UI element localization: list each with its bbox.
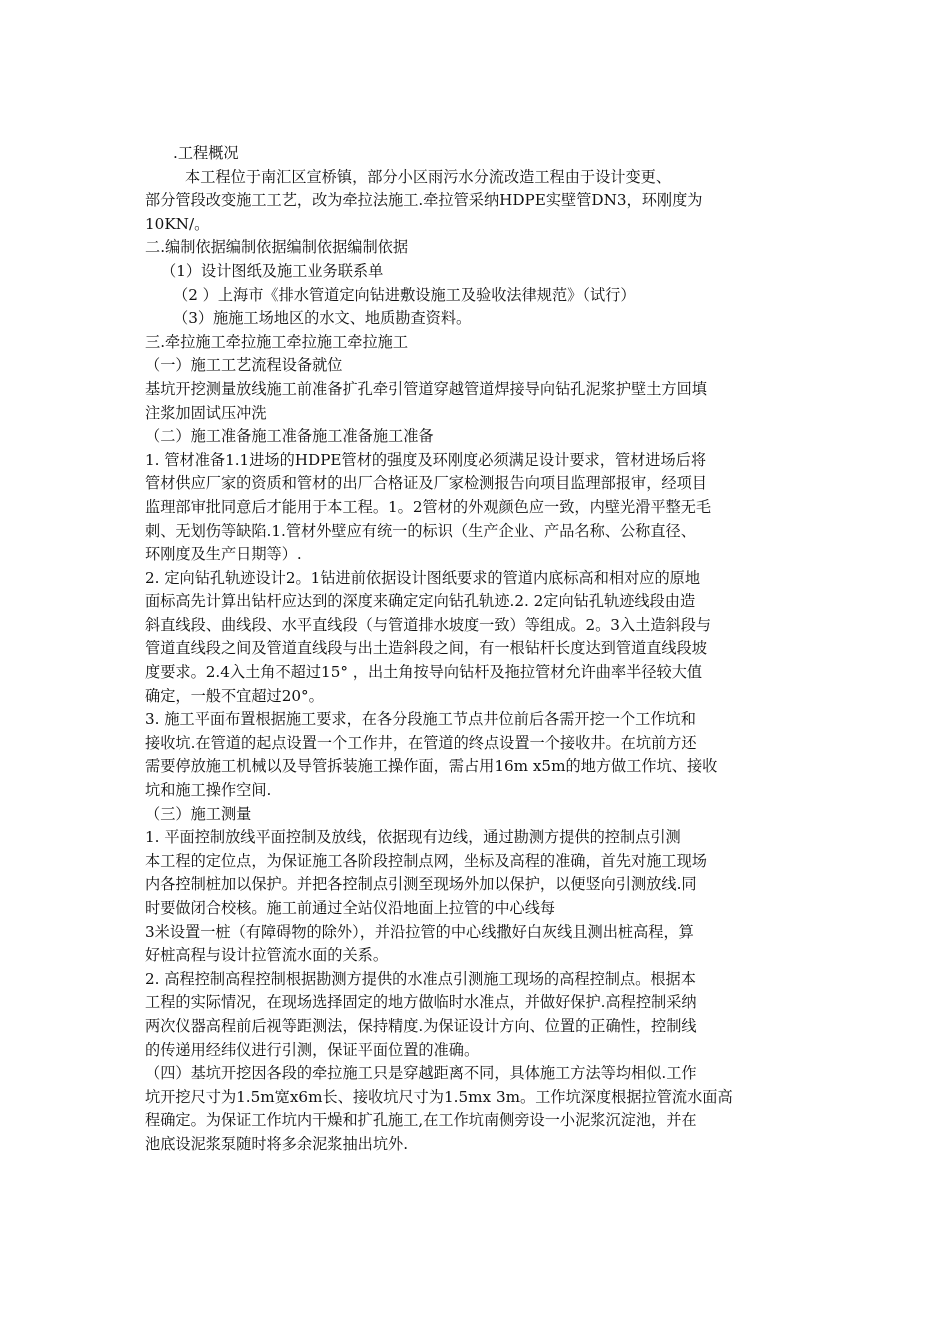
subsection-heading: （四）基坑开挖因各段的牵拉施工只是穿越距离不同，具体施工方法等均相似.工作 [145, 1064, 697, 1083]
paragraph-line: 部分管段改变施工工艺，改为牵拉法施工.牵拉管采纳HDPE实壁管DN3，环刚度为 [145, 191, 703, 210]
paragraph-line: 程确定。为保证工作坑内干燥和扩孔施工,在工作坑南侧旁设一小泥浆沉淀池，并在 [145, 1111, 697, 1130]
paragraph-line: 3米设置一桩（有障碍物的除外），并沿拉管的中心线撒好白灰线且测出桩高程，算 [145, 922, 694, 941]
paragraph-line: 确定，一般不宜超过20°。 [145, 686, 324, 705]
paragraph-line: 注浆加固试压冲洗 [145, 403, 267, 422]
paragraph-line: 好桩高程与设计拉管流水面的关系。 [145, 946, 388, 965]
paragraph-line: 工程的实际情况，在现场选择固定的地方做临时水准点，并做好保护.高程控制采纳 [145, 993, 697, 1012]
paragraph-line: 2. 定向钻孔轨迹设计2。1钻进前依据设计图纸要求的管道内底标高和相对应的原地 [145, 568, 701, 587]
paragraph-line: 1. 管材准备1.1进场的HDPE管材的强度及环刚度必须满足设计要求，管材进场后将 [145, 450, 707, 469]
paragraph-line: 本工程位于南汇区宣桥镇，部分小区雨污水分流改造工程由于设计变更、 [185, 167, 671, 186]
paragraph-line: 1. 平面控制放线平面控制及放线，依据现有边线，通过勘测方提供的控制点引测 [145, 828, 681, 847]
paragraph-line: 3. 施工平面布置根据施工要求，在各分段施工节点井位前后各需开挖一个工作坑和 [145, 710, 696, 729]
section-heading: 二.编制依据编制依据编制依据编制依据 [145, 238, 409, 257]
paragraph-line: 两次仪器高程前后视等距测法，保持精度.为保证设计方向、位置的正确性，控制线 [145, 1016, 697, 1035]
document-body [145, 142, 823, 1157]
paragraph-line: 10KN/。 [145, 214, 210, 233]
subsection-heading: （二）施工准备施工准备施工准备施工准备 [145, 427, 434, 446]
paragraph-line: 时要做闭合校核。施工前通过全站仪沿地面上拉管的中心线每 [145, 899, 556, 917]
list-item: （2 ）上海市《排水管道定向钻进敷设施工及验收法律规范》（试行） [173, 285, 636, 304]
list-item: （3）施施工场地区的水文、地质勘查资料。 [173, 309, 472, 328]
paragraph-line: 需要停放施工机械以及导管拆装施工操作面，需占用16m x5m的地方做工作坑、接收 [145, 757, 718, 776]
paragraph-line: 面标高先计算出钻杆应达到的深度来确定定向钻孔轨迹.2. 2定向钻孔轨迹线段由造 [145, 592, 696, 611]
paragraph-line: 刺、无划伤等缺陷.1.管材外壁应有统一的标识（生产企业、产品名称、公称直径、 [145, 521, 696, 540]
paragraph-line: 坑开挖尺寸为1.5m宽x6m长、接收坑尺寸为1.5mx 3m。工作坑深度根据拉管流水面高 [145, 1087, 733, 1106]
paragraph-line: 监理部审批同意后才能用于本工程。1。2管材的外观颜色应一致，内壁光滑平整无毛 [145, 497, 712, 516]
subsection-heading: （三）施工测量 [145, 804, 252, 823]
paragraph-line: 池底设泥浆泵随时将多余泥浆抽出坑外. [145, 1134, 409, 1153]
paragraph-line: 接收坑.在管道的起点设置一个工作井，在管道的终点设置一个接收井。在坑前方还 [145, 733, 697, 752]
paragraph-line: 内各控制桩加以保护。并把各控制点引测至现场外加以保护，以便竖向引测放线.同 [145, 875, 697, 894]
paragraph-line: 2. 高程控制高程控制根据勘测方提供的水准点引测施工现场的高程控制点。根据本 [145, 969, 696, 988]
paragraph-line: 本工程的定位点，为保证施工各阶段控制点网，坐标及高程的准确，首先对施工现场 [145, 851, 707, 870]
paragraph-line: 坑和施工操作空间. [145, 781, 272, 800]
section-heading: .工程概况 [173, 144, 239, 162]
paragraph-line: 管道直线段之间及管道直线段与出土造斜段之间，有一根钻杆长度达到管道直线段坡 [145, 639, 707, 658]
list-item: （1）设计图纸及施工业务联系单 [161, 261, 384, 280]
paragraph-line: 基坑开挖测量放线施工前准备扩孔牵引管道穿越管道焊接导向钻孔泥浆护壁土方回填 [145, 379, 707, 398]
paragraph-line: 环刚度及生产日期等）. [145, 545, 302, 564]
section-heading: 三.牵拉施工牵拉施工牵拉施工牵拉施工 [145, 332, 409, 351]
paragraph-line: 管材供应厂家的资质和管材的出厂合格证及厂家检测报告向项目监理部报审，经项目 [145, 474, 707, 493]
paragraph-line: 的传递用经纬仪进行引测，保证平面位置的准确。 [145, 1040, 480, 1059]
paragraph-line: 斜直线段、曲线段、水平直线段（与管道排水坡度一致）等组成。2。3入土造斜段与 [145, 615, 712, 634]
paragraph-line: 度要求。2.4入土角不超过15° ，出土角按导向钻杆及拖拉管材允许曲率半径较大值 [145, 663, 703, 682]
subsection-heading: （一）施工工艺流程设备就位 [145, 356, 343, 375]
